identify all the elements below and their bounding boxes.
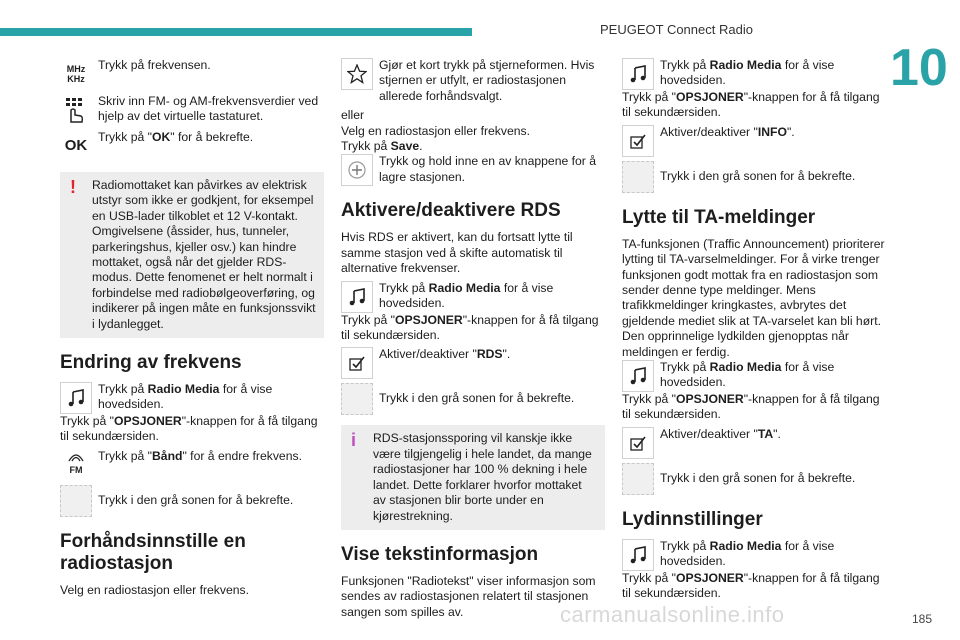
fm-signal-icon: FM bbox=[60, 449, 92, 481]
info-icon: i bbox=[351, 430, 357, 451]
column-3 bbox=[622, 58, 886, 606]
step-row bbox=[341, 154, 605, 186]
grey-zone-icon bbox=[622, 463, 654, 495]
warning-icon: ! bbox=[70, 177, 76, 197]
column-2 bbox=[341, 58, 605, 624]
paragraph: TA-funksjonen (Traffic Announcement) prioriterer lytting til TA-varselmeldinger. For å virke trenger funksjonen godt mottak fra en radiostasjon som sender denne type meldinger. Mens trafikkmeldinger kringkastes, avbrytes det gjeldende mediet slik at TA-varselet kan bli hørt. Den opprinnelige lydkilden gjenopptas når meldingen er ferdig. bbox=[622, 236, 885, 359]
ok-icon: OK bbox=[64, 137, 88, 155]
step-text: Trykk i den grå sonen for å bekrefte. bbox=[660, 168, 856, 183]
music-note-icon bbox=[341, 281, 373, 313]
music-note-icon bbox=[622, 539, 654, 571]
top-accent-bar bbox=[0, 28, 472, 36]
step-row bbox=[60, 382, 324, 445]
paragraph: Hvis RDS er aktivert, kan du fortsatt lytte til samme stasjon ved å skifte automatisk til alternative frekvenser. bbox=[341, 230, 573, 276]
step-text: Trykk på Radio Media for å vise hovedsiden. bbox=[660, 538, 835, 569]
step-row bbox=[60, 449, 324, 481]
chapter-number: 10 bbox=[890, 39, 948, 97]
checkbox-icon bbox=[622, 125, 654, 157]
step-text: Trykk på "OPSJONER"-knappen for å få tilgang til sekundærsiden. bbox=[622, 570, 880, 601]
step-text: Trykk på "OK" for å bekrefte. bbox=[98, 130, 254, 144]
warning-note: ! Radiomottaket kan påvirkes av elektrisk utstyr som ikke er godkjent, for eksempel en USB-lader tilkoblet et 12 V-kontakt. Omgivelsene (åssider, hus, tunneler, parkeringshus, kjeller osv.) kan hindre mottaket, også når det gjelder RDS-modus. Dette fenomenet er helt normalt i forbindelse med radiobølgeoverføring, og indikerer på ingen måte en funksjonssvikt i lydanlegget. bbox=[60, 172, 324, 338]
step-row bbox=[341, 383, 605, 415]
step-text: Trykk i den grå sonen for å bekrefte. bbox=[98, 492, 294, 507]
column-1 bbox=[60, 58, 324, 602]
step-text: Aktiver/deaktiver "INFO". bbox=[660, 124, 795, 139]
checkbox-icon bbox=[622, 427, 654, 459]
plus-circle-icon bbox=[341, 154, 373, 186]
step-text: Trykk på Radio Media for å vise hovedsiden. bbox=[660, 360, 835, 390]
checkbox-icon bbox=[341, 347, 373, 379]
step-text: Trykk i den grå sonen for å bekrefte. bbox=[379, 391, 575, 406]
step-text: Trykk på Radio Media for å vise hovedsiden. bbox=[379, 280, 554, 311]
step-text: Gjør et kort trykk på stjerneformen. Hvis stjernen er utfylt, er radiostasjonen allerede forhåndsvalgt. bbox=[379, 58, 595, 103]
step-text: Skriv inn FM- og AM-frekvensverdier ved hjelp av det virtuelle tastaturet. bbox=[98, 94, 319, 124]
section-heading: Vise tekstinformasjon bbox=[341, 543, 539, 565]
step-text: Trykk i den grå sonen for å bekrefte. bbox=[660, 470, 856, 485]
page-number: 185 bbox=[912, 612, 933, 626]
section-heading: Endring av frekvens bbox=[60, 352, 242, 374]
chapter-tab bbox=[880, 0, 960, 100]
section-heading: Aktivere/deaktivere RDS bbox=[341, 200, 561, 222]
grey-zone-icon bbox=[60, 485, 92, 517]
section-heading: Lytte til TA-meldinger bbox=[622, 206, 816, 228]
step-text: Trykk og hold inne en av knappene for å lagre stasjonen. bbox=[379, 154, 597, 184]
mhz-khz-icon: MHz KHz bbox=[66, 64, 86, 84]
step-row bbox=[622, 360, 886, 423]
music-note-icon bbox=[60, 382, 92, 414]
step-row bbox=[341, 347, 605, 379]
step-row bbox=[60, 94, 324, 126]
step-text: Aktiver/deaktiver "TA". bbox=[660, 426, 781, 441]
step-text: Trykk på Radio Media for å vise hovedsiden. bbox=[98, 382, 273, 412]
music-note-icon bbox=[622, 360, 654, 392]
music-note-icon bbox=[622, 58, 654, 90]
info-note: i RDS-stasjonssporing vil kanskje ikke være tilgjengelig i hele landet, da mange radiostasjoner har 100 % dekning i hele landet. Dette forklarer hvorfor mottaket av stasjonen blir borte under en kjørestrekning. bbox=[341, 425, 605, 529]
step-row bbox=[60, 130, 324, 162]
step-row bbox=[622, 58, 886, 121]
step-text: Trykk på frekvensen. bbox=[98, 58, 211, 72]
paragraph: Trykk på Save. bbox=[341, 139, 423, 154]
step-text: Aktiver/deaktiver "RDS". bbox=[379, 347, 511, 362]
step-text: Trykk på "Bånd" for å endre frekvens. bbox=[98, 448, 302, 463]
paragraph: Velg en radiostasjon eller frekvens. bbox=[341, 123, 531, 138]
paragraph: eller bbox=[341, 108, 365, 123]
step-text: Trykk på "OPSJONER"-knappen for å få tilgang til sekundærsiden. bbox=[60, 414, 318, 444]
star-icon bbox=[341, 58, 373, 90]
grey-zone-icon bbox=[622, 161, 654, 193]
step-row bbox=[341, 281, 605, 344]
step-row bbox=[60, 485, 324, 517]
section-heading: Lydinnstillinger bbox=[622, 508, 763, 530]
step-row bbox=[341, 58, 605, 104]
step-text: Trykk på Radio Media for å vise hovedsiden. bbox=[660, 58, 835, 88]
step-text: Trykk på "OPSJONER"-knappen for å få tilgang til sekundærsiden. bbox=[622, 90, 880, 120]
paragraph: Funksjonen "Radiotekst" viser informasjon som sendes av radiostasjonen relatert til stasjonen sangen som spilles av. bbox=[341, 573, 596, 619]
step-text: Trykk på "OPSJONER"-knappen for å få tilgang til sekundærsiden. bbox=[622, 392, 880, 422]
running-header: PEUGEOT Connect Radio bbox=[600, 22, 753, 37]
step-row bbox=[622, 161, 886, 193]
step-row bbox=[60, 58, 324, 90]
step-row bbox=[622, 125, 886, 157]
grey-zone-icon bbox=[341, 383, 373, 415]
step-row bbox=[622, 427, 886, 459]
step-row bbox=[622, 463, 886, 495]
watermark: carmanualsonline.info bbox=[560, 602, 785, 627]
paragraph: Velg en radiostasjon eller frekvens. bbox=[60, 582, 250, 597]
step-text: Trykk på "OPSJONER"-knappen for å få tilgang til sekundærsiden. bbox=[341, 312, 599, 343]
section-heading: Forhåndsinnstille en radiostasjon bbox=[60, 530, 246, 574]
keypad-touch-icon bbox=[60, 94, 92, 126]
step-row bbox=[622, 539, 886, 602]
